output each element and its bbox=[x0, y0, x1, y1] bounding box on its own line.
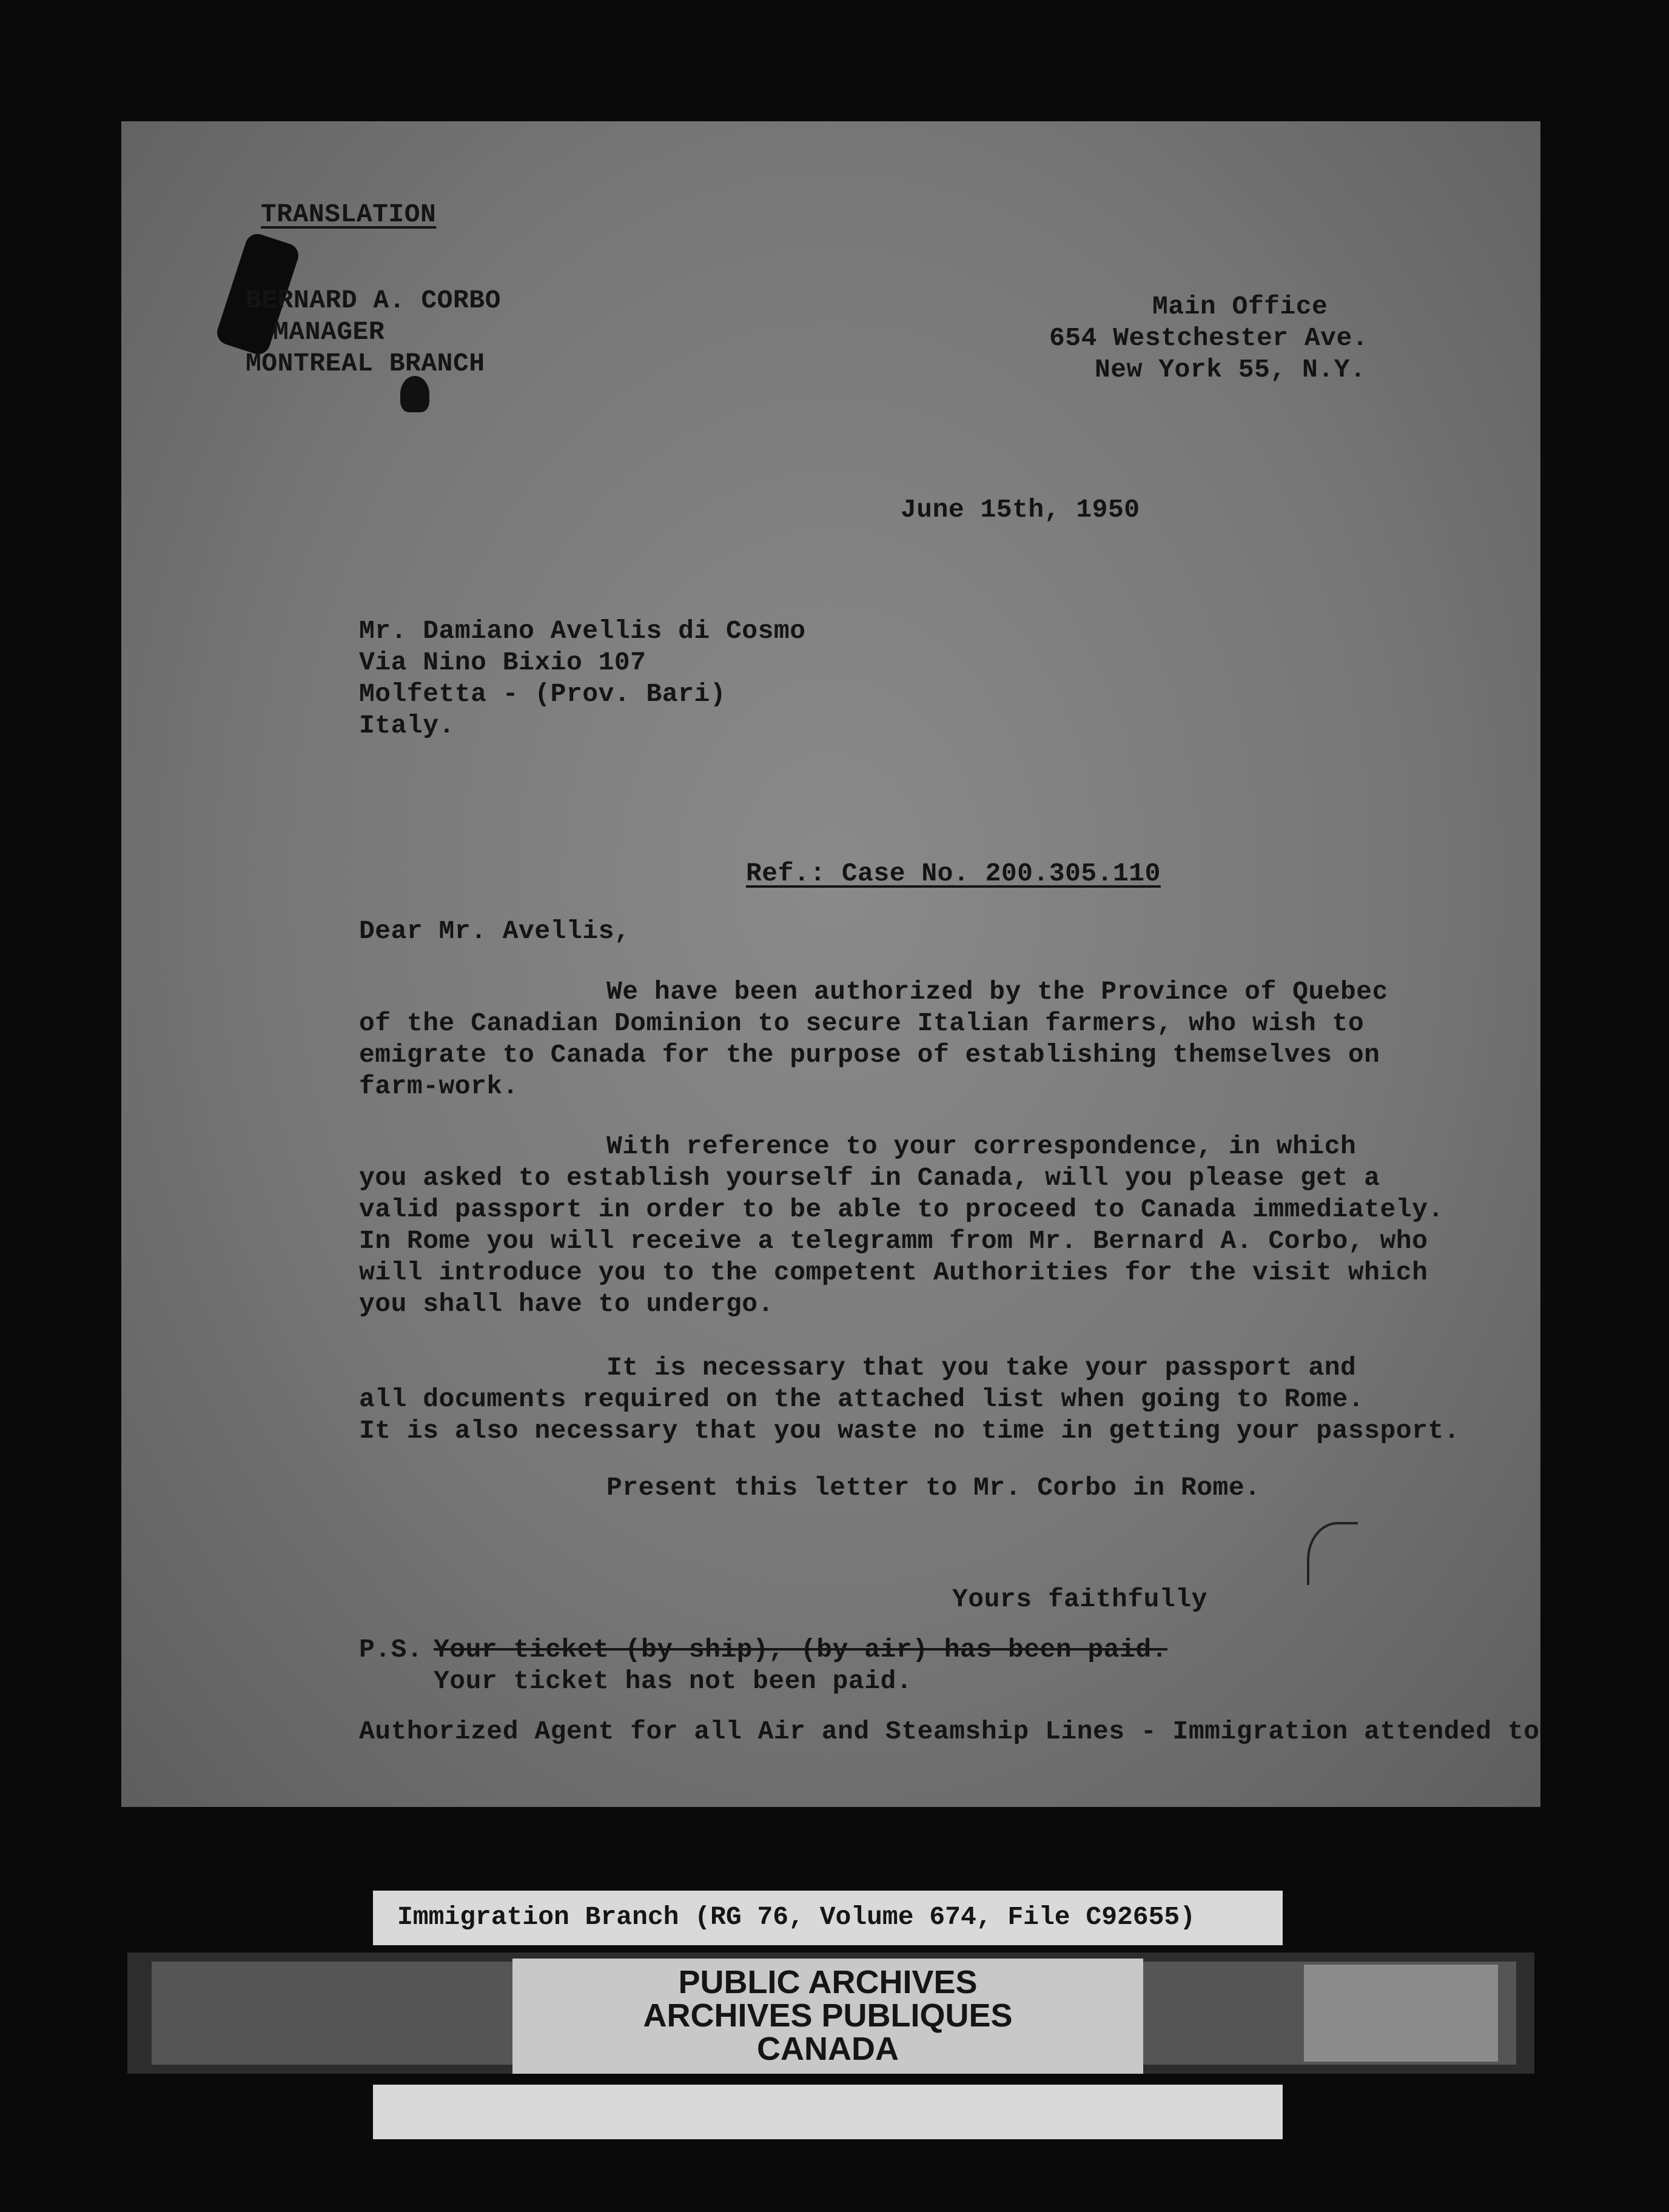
ps-prefix: P.S. bbox=[359, 1635, 423, 1664]
archive-stamp bbox=[512, 1959, 1143, 2074]
archive-file-text: Immigration Branch (RG 76, Volume 674, File C92655) bbox=[397, 1902, 1196, 1932]
paragraph2-line3: valid passport in order to be able to proceed to Canada immediately. bbox=[359, 1195, 1444, 1224]
recipient-country: Italy. bbox=[359, 711, 455, 740]
case-reference: Ref.: Case No. 200.305.110 bbox=[746, 859, 1161, 888]
stamp-line1: PUBLIC ARCHIVES bbox=[678, 1964, 978, 2000]
office-street: 654 Westchester Ave. bbox=[1049, 323, 1369, 353]
sender-branch: MONTREAL BRANCH bbox=[246, 349, 485, 378]
recipient-city: Molfetta - (Prov. Bari) bbox=[359, 679, 726, 709]
ps-line2: Your ticket has not been paid. bbox=[434, 1666, 913, 1696]
paragraph3-line1: It is necessary that you take your passport and bbox=[606, 1353, 1357, 1382]
film-strip-left bbox=[152, 1962, 528, 2065]
paragraph2-line6: you shall have to undergo. bbox=[359, 1289, 774, 1319]
paragraph3-line3: It is also necessary that you waste no time in getting your passport. bbox=[359, 1416, 1460, 1446]
archive-file-label bbox=[373, 1891, 1283, 1945]
paragraph1-line4: farm-work. bbox=[359, 1071, 519, 1101]
paragraph2-line5: will introduce you to the competent Authorities for the visit which bbox=[359, 1258, 1428, 1287]
ink-blot bbox=[400, 376, 429, 412]
letter-date: June 15th, 1950 bbox=[901, 495, 1140, 525]
recipient-name: Mr. Damiano Avellis di Cosmo bbox=[359, 616, 806, 646]
footer-line: Authorized Agent for all Air and Steamship Lines - Immigration attended to bbox=[359, 1717, 1540, 1746]
ps-struck-text: Your ticket (by ship), (by air) has been paid. bbox=[434, 1635, 1167, 1664]
sender-name: BERNARD A. CORBO bbox=[246, 286, 501, 315]
film-strip-right-light bbox=[1304, 1965, 1498, 2062]
paragraph3-line2: all documents required on the attached list when going to Rome. bbox=[359, 1384, 1365, 1414]
office-city: New York 55, N.Y. bbox=[1095, 355, 1366, 384]
sender-title: MANAGER bbox=[273, 317, 385, 347]
paragraph2-line1: With reference to your correspondence, in which bbox=[606, 1131, 1357, 1161]
letter-sheet bbox=[121, 121, 1540, 1807]
stamp-line3: CANADA bbox=[757, 2031, 899, 2067]
paragraph2-line2: you asked to establish yourself in Canada, will you please get a bbox=[359, 1163, 1380, 1193]
paragraph1-line2: of the Canadian Dominion to secure Italian farmers, who wish to bbox=[359, 1008, 1365, 1038]
paragraph1-line3: emigrate to Canada for the purpose of establishing themselves on bbox=[359, 1040, 1380, 1070]
closing: Yours faithfully bbox=[952, 1584, 1207, 1614]
paragraph2-line4: In Rome you will receive a telegramm from Mr. Bernard A. Corbo, who bbox=[359, 1226, 1428, 1256]
translation-label: TRANSLATION bbox=[261, 199, 437, 229]
handwritten-mark bbox=[1307, 1522, 1358, 1585]
recipient-street: Via Nino Bixio 107 bbox=[359, 648, 646, 677]
blank-archive-label bbox=[373, 2085, 1283, 2139]
salutation: Dear Mr. Avellis, bbox=[359, 916, 631, 946]
paragraph1-line1: We have been authorized by the Province of Quebec bbox=[606, 977, 1388, 1007]
paragraph4: Present this letter to Mr. Corbo in Rome. bbox=[606, 1473, 1261, 1503]
stamp-line2: ARCHIVES PUBLIQUES bbox=[643, 1997, 1013, 2034]
office-label: Main Office bbox=[1152, 292, 1328, 321]
